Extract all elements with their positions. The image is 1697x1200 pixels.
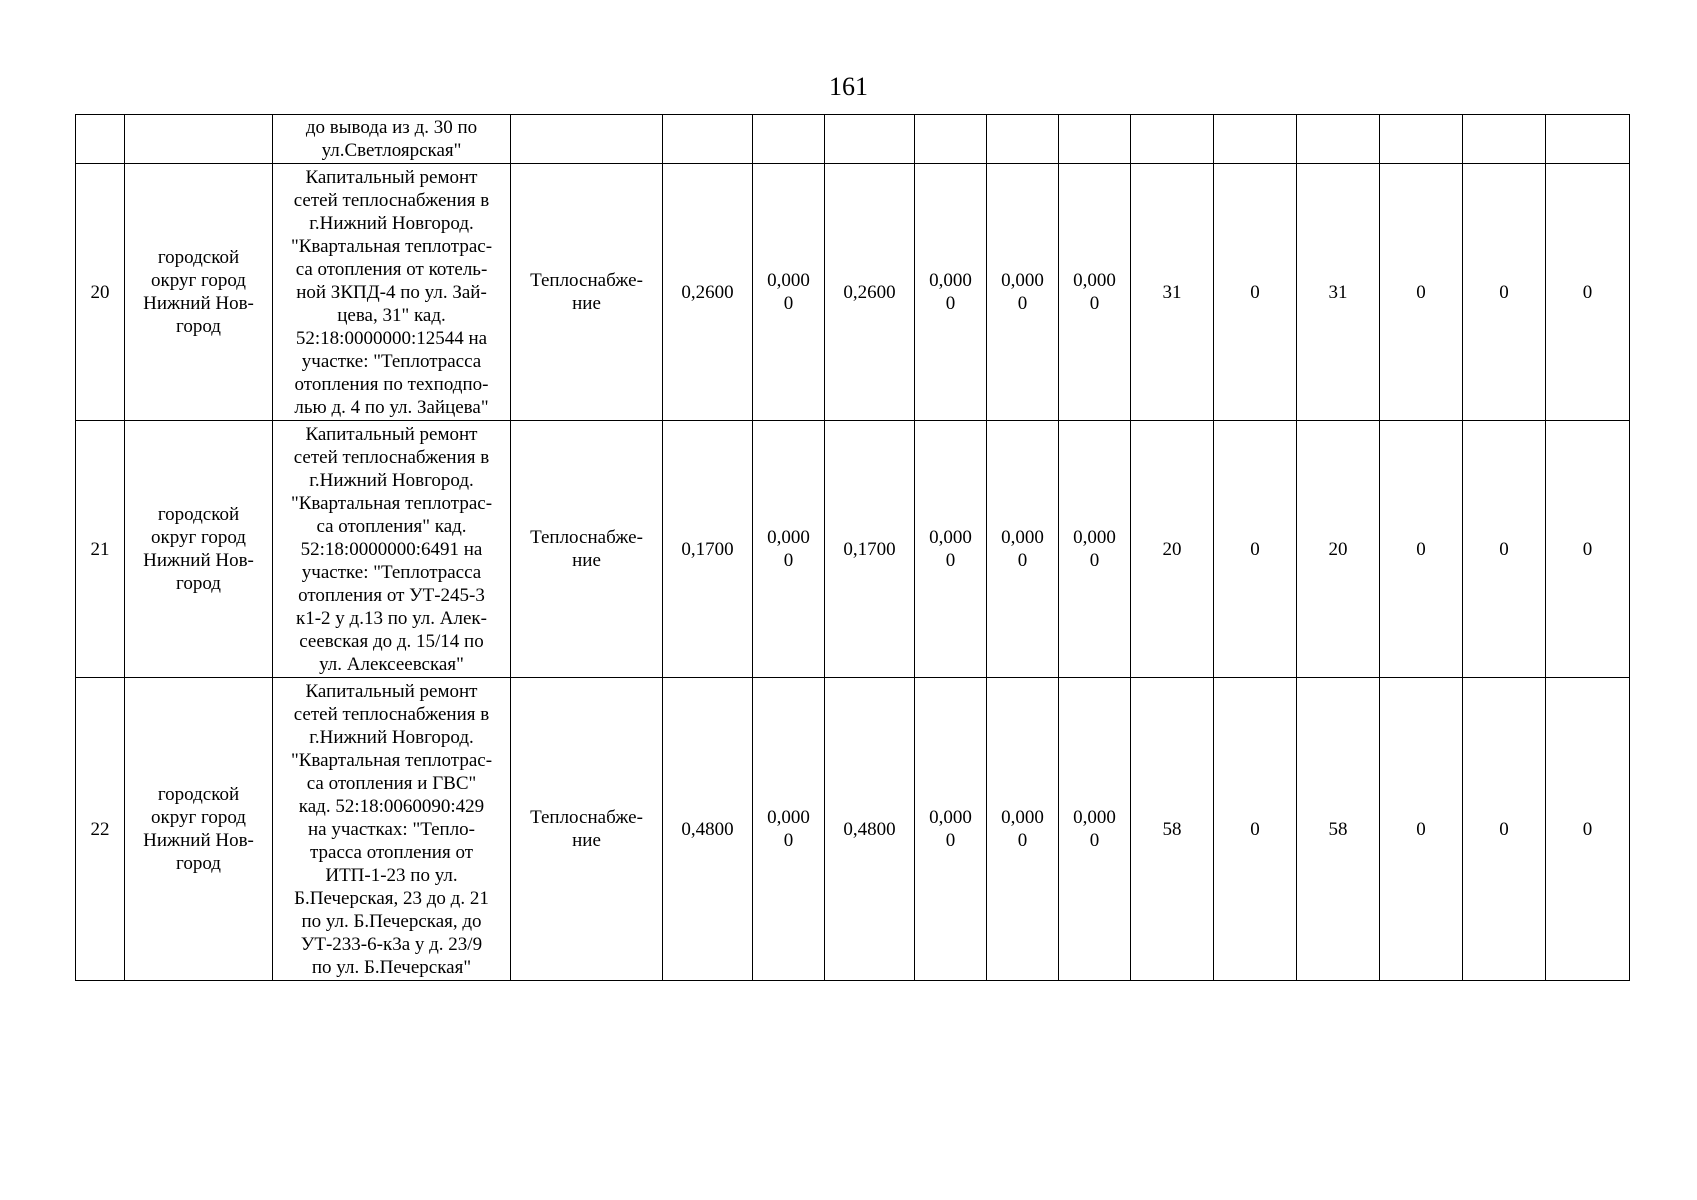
cell-empty xyxy=(1059,115,1131,164)
cell-type: Теплоснабже- ние xyxy=(511,678,663,981)
cell-value: 0,000 0 xyxy=(915,421,987,678)
cell-value: 0,000 0 xyxy=(987,421,1059,678)
cell-empty xyxy=(987,115,1059,164)
cell-type: Теплоснабже- ние xyxy=(511,421,663,678)
cell-value: 31 xyxy=(1131,164,1214,421)
cell-empty xyxy=(1297,115,1380,164)
cell-value: 0,000 0 xyxy=(753,421,825,678)
cell-empty xyxy=(753,115,825,164)
cell-num xyxy=(76,115,125,164)
data-table xyxy=(75,114,1630,981)
cell-value: 0 xyxy=(1214,164,1297,421)
cell-num: 22 xyxy=(76,678,125,981)
cell-value: 31 xyxy=(1297,164,1380,421)
page-number: 161 xyxy=(829,72,868,101)
cell-value: 0,000 0 xyxy=(753,164,825,421)
cell-empty xyxy=(825,115,915,164)
cell-value: 0,000 0 xyxy=(1059,678,1131,981)
table-row xyxy=(76,421,1630,678)
cell-value: 0,000 0 xyxy=(1059,421,1131,678)
cell-empty xyxy=(511,115,663,164)
cell-description: Капитальный ремонт сетей теплоснабжения в г.Нижний Новгород. "Квартальная теплотрас- са отопления" кад. 52:18:0000000:6491 на участке: "Теплотрасса отопления от УТ-245-3 к1-2 у д.13 по ул. Алек- сеевская до д. 15/14 по ул. Алексеевская" xyxy=(273,421,511,678)
cell-num: 21 xyxy=(76,421,125,678)
cell-value: 0 xyxy=(1380,421,1463,678)
cell-value: 0,000 0 xyxy=(753,678,825,981)
cell-value: 0 xyxy=(1546,164,1630,421)
cell-value: 58 xyxy=(1297,678,1380,981)
cell-value: 0,2600 xyxy=(825,164,915,421)
cell-value: 0,4800 xyxy=(663,678,753,981)
table-row xyxy=(76,678,1630,981)
cell-value: 0,000 0 xyxy=(987,164,1059,421)
table-row xyxy=(76,164,1630,421)
cell-value: 0,000 0 xyxy=(915,678,987,981)
cell-value: 0 xyxy=(1214,678,1297,981)
cell-municipality: городской округ город Нижний Нов- город xyxy=(125,678,273,981)
cell-empty xyxy=(1380,115,1463,164)
cell-value: 0 xyxy=(1380,678,1463,981)
table-row-continuation xyxy=(76,115,1630,164)
cell-empty xyxy=(915,115,987,164)
cell-value: 0,000 0 xyxy=(987,678,1059,981)
cell-description: Капитальный ремонт сетей теплоснабжения в г.Нижний Новгород. "Квартальная теплотрас- са отопления и ГВС" кад. 52:18:0060090:429 на участках: "Тепло- трасса отопления от ИТП-1-23 по ул. Б.Печерская, 23 до д. 21 по ул. Б.Печерская, до УТ-233-6-к3а у д. 23/9 по ул. Б.Печерская" xyxy=(273,678,511,981)
cell-description: Капитальный ремонт сетей теплоснабжения в г.Нижний Новгород. "Квартальная теплотрас- са отопления от котель- ной ЗКПД-4 по ул. Зай- цева, 31" кад. 52:18:0000000:12544 на участке: "Теплотрасса отопления по техподпо- лью д. 4 по ул. Зайцева" xyxy=(273,164,511,421)
cell-municipality xyxy=(125,115,273,164)
cell-value: 0,000 0 xyxy=(915,164,987,421)
cell-value: 0,2600 xyxy=(663,164,753,421)
cell-value: 20 xyxy=(1131,421,1214,678)
cell-value: 0 xyxy=(1546,678,1630,981)
cell-value: 58 xyxy=(1131,678,1214,981)
cell-value: 20 xyxy=(1297,421,1380,678)
cell-value: 0,1700 xyxy=(663,421,753,678)
cell-empty xyxy=(1131,115,1214,164)
cell-value: 0 xyxy=(1214,421,1297,678)
cell-empty xyxy=(1546,115,1630,164)
cell-value: 0 xyxy=(1463,421,1546,678)
cell-value: 0,1700 xyxy=(825,421,915,678)
cell-value: 0 xyxy=(1463,678,1546,981)
cell-municipality: городской округ город Нижний Нов- город xyxy=(125,421,273,678)
cell-num: 20 xyxy=(76,164,125,421)
cell-value: 0 xyxy=(1380,164,1463,421)
cell-empty xyxy=(1463,115,1546,164)
cell-empty xyxy=(1214,115,1297,164)
cell-value: 0 xyxy=(1546,421,1630,678)
cell-municipality: городской округ город Нижний Нов- город xyxy=(125,164,273,421)
cell-value: 0,4800 xyxy=(825,678,915,981)
cell-value: 0,000 0 xyxy=(1059,164,1131,421)
cell-value: 0 xyxy=(1463,164,1546,421)
cell-description: до вывода из д. 30 по ул.Светлоярская" xyxy=(273,115,511,164)
cell-type: Теплоснабже- ние xyxy=(511,164,663,421)
cell-empty xyxy=(663,115,753,164)
